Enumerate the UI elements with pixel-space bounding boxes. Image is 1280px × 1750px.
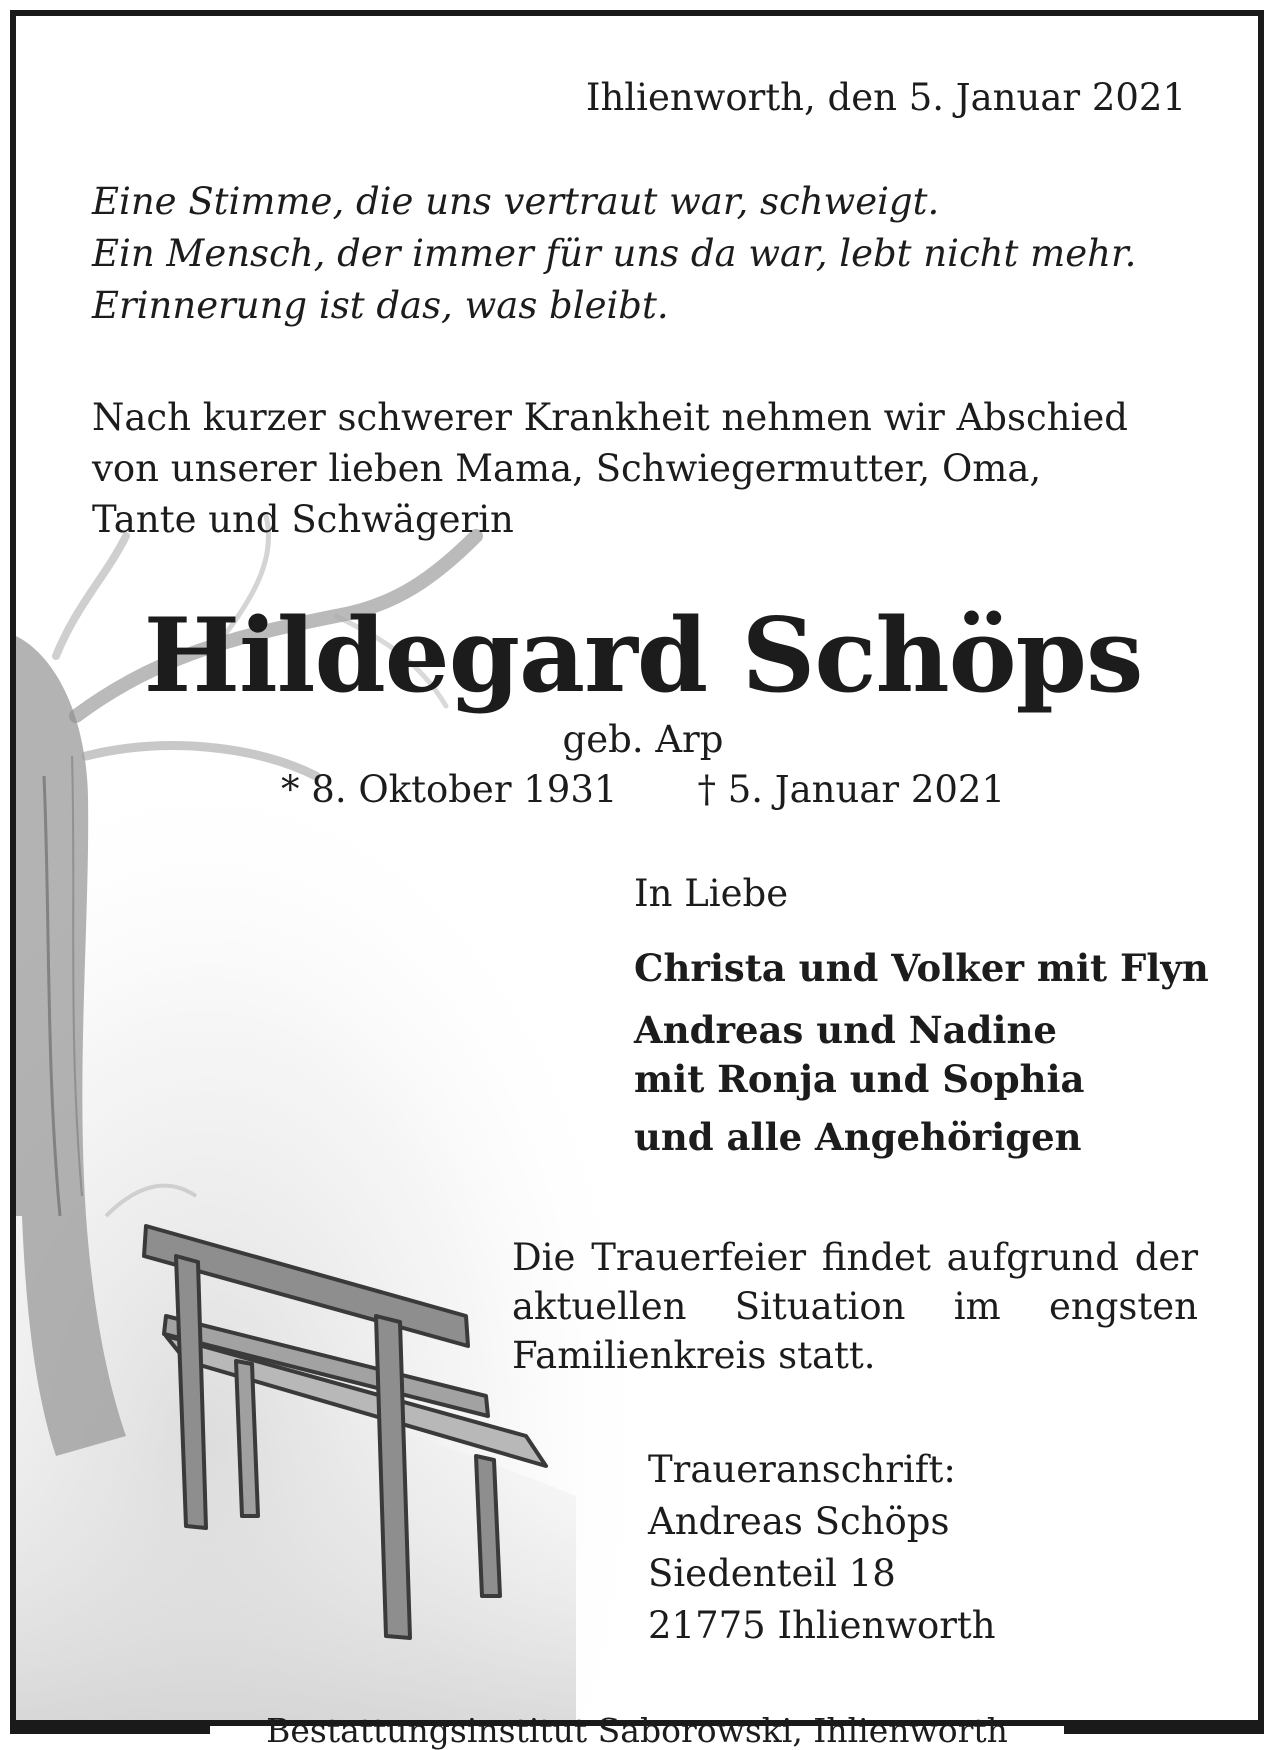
birth-date: * 8. Oktober 1931: [281, 768, 618, 811]
poem-line: Erinnerung ist das, was bleibt.: [92, 284, 669, 327]
intro-line: Nach kurzer schwerer Krankheit nehmen wir Abschied: [92, 396, 1128, 439]
mourner-line: Andreas und Nadine: [634, 1008, 1057, 1052]
address-city: 21775 Ihlienworth: [648, 1604, 996, 1647]
place-and-date: Ihlienworth, den 5. Januar 2021: [585, 76, 1186, 119]
address-street: Siedenteil 18: [648, 1552, 896, 1595]
intro-line: von unserer lieben Mama, Schwiegermutter, Oma,: [92, 447, 1042, 490]
farewell-intro: [92, 392, 1128, 545]
death-date: † 5. Januar 2021: [697, 768, 1005, 811]
memorial-poem: [92, 176, 1136, 332]
poem-line: Eine Stimme, die uns vertraut war, schweigt.: [92, 180, 940, 223]
mourner-line: und alle Angehörigen: [634, 1115, 1082, 1159]
footer-bar-right: [1064, 1723, 1264, 1734]
address-label: Traueranschrift:: [648, 1448, 956, 1491]
address-name: Andreas Schöps: [648, 1500, 950, 1543]
maiden-name: geb. Arp: [562, 718, 724, 761]
deceased-name: Hildegard Schöps: [143, 596, 1143, 716]
footer: [10, 1711, 1264, 1749]
undertaker-name: Bestattungsinstitut Saborowski, Ihlienworth: [266, 1711, 1008, 1750]
intro-line: Tante und Schwägerin: [92, 498, 514, 541]
in-love-label: In Liebe: [634, 872, 789, 915]
mourner-line: mit Ronja und Sophia: [634, 1057, 1085, 1101]
mourning-address: [648, 1444, 996, 1652]
service-note: Die Trauerfeier findet aufgrund der aktuellen Situation im engsten Familienkreis statt.: [512, 1236, 1198, 1377]
poem-line: Ein Mensch, der immer für uns da war, lebt nicht mehr.: [92, 232, 1137, 275]
obituary-notice: [10, 10, 1264, 1726]
mourner-line: Christa und Volker mit Flyn: [634, 946, 1209, 990]
mourner-group: [634, 1006, 1085, 1104]
life-dates: [16, 768, 1264, 811]
